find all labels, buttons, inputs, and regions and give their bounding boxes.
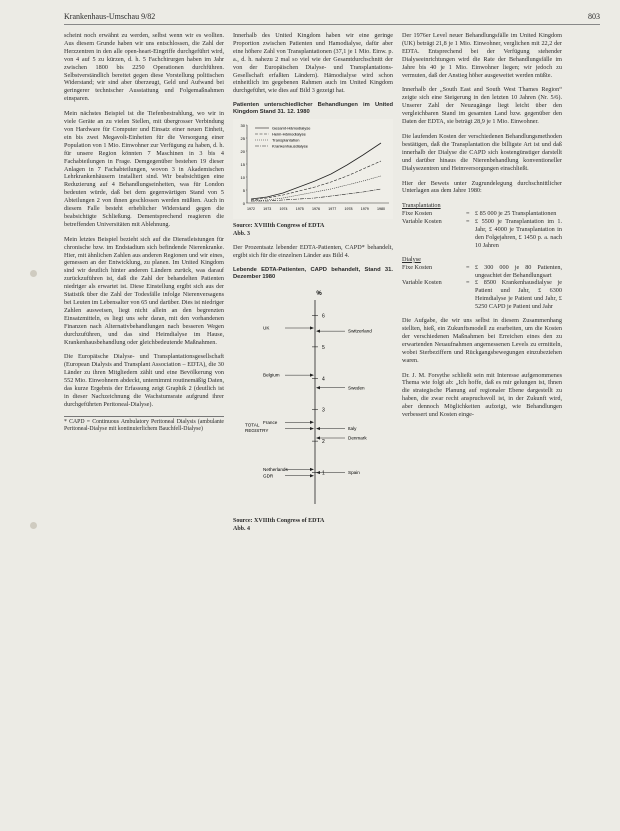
country-label: Spain xyxy=(348,470,360,476)
y-tick-label: 15 xyxy=(240,162,245,168)
page-number: 803 xyxy=(588,12,600,21)
country-label: REGISTRY xyxy=(245,428,269,434)
country-label: UK xyxy=(263,325,270,331)
y-tick-label: 5 xyxy=(242,188,245,194)
text-column-1 xyxy=(64,32,224,433)
paragraph: Mein letztes Beispiel bezieht sich auf die Dienstleistungen für chronische bzw. im Endstadium sich befindende Nierenkranke. Hier, mit ähnlichen Zahlen aus anderen Regionen und wir eines, gemessen an der Entwicklung, zu planen. Im United Kingdom sind wir deutlich hinter anderen Ländern zurück, was darauf zurückzuführen ist, daß die Zahl der behandelten Patienten niedriger als erwartet ist. Diese Einstellung ergibt sich aus der Statistik über die Zahl der Todesfälle infolge Nierenversagens bei Leuten im Lebensalter von 65 und darüber. Dies ist niedriger Zahlen ausweisen, liegt nicht allein an den begrenzten Einsatzmitteln, es liegt uns sehr daran, mit den vorhandenen Finanzen nach Alternativbehandlungen nach besseren Wegen durchzuführen, und das sind Heimdialyse im Hause, Krankenhausbehandlung oder gleichbedeutende Maßnahmen. xyxy=(64,235,224,346)
figure-4-dot-scale-chart xyxy=(233,284,393,514)
scale-tick-label: 6 xyxy=(322,313,325,320)
paragraph: Der Prozentsatz lebender EDTA-Patienten, CAPD* behandelt, ergibt sich für die einzelnen Länder aus Bild 4. xyxy=(233,244,393,260)
x-tick-label: 1972 xyxy=(247,207,255,212)
scale-tick-label: 4 xyxy=(322,376,325,383)
cost-table-transplantation: Transplantation Fixe Kosten = £ 85 000 je 25 Transplantationen Variable Kosten = £ 5500 je Transplantation im 1. Jahr, £ 4000 je Transplantation in den Folgejahren, £ 1450 p. a. nach 10 Jahren xyxy=(402,202,562,249)
legend-entry: Gesamt-Hämodialyse xyxy=(272,125,311,131)
paragraph: Der 1976er Level neuer Behandlungsfälle im United Kingdom (UK) beträgt 21,8 je 1 Mio. Einwohner, verglichen mit 22,2 der EDTA. Entsprechend bei der Verfügung stehender Dialyseeinrichtungen wird die Rate der Behandlungsfälle im Jahre bis 40 je 1 Mio. Einwohner liegen; wir jedoch zu vermuten, daß der Anstieg höher ausgeweitet werden müßte. xyxy=(402,32,562,79)
cost-label: Variable Kosten xyxy=(402,218,442,226)
text-column-2 xyxy=(233,32,393,533)
country-label: Belgium xyxy=(263,372,280,378)
y-tick-label: 20 xyxy=(240,149,245,155)
paragraph: Innerhalb des United Kingdom haben wir eine geringe Proportion zwischen Patienten und Hamodialyse, dafür aber eine höhere Zahl von Transplantationen (37,1 je 1 Mio. Einw. p. a., d. h. nahezu 2 mal so viel wie der Gesamtdurchschnitt der von der Europäischen Dialyse- und Transplantations-Gesellschaft erfaßten Ländern). Hämodialyse wird schon einheitlich im gegebenen Rahmen auch im United Kingdom durchgeführt, wie dies auf Bild 3 gezeigt hat. xyxy=(233,32,393,95)
cost-header: Dialyse xyxy=(402,255,421,263)
x-tick-label: 1978 xyxy=(344,207,353,212)
scale-tick-label: 2 xyxy=(322,439,325,446)
x-tick-label: 1974 xyxy=(279,207,288,212)
country-label: Netherlands xyxy=(263,466,288,472)
data-point-arrow xyxy=(310,468,314,471)
country-label: GDR xyxy=(263,473,274,479)
country-label: Italy xyxy=(348,426,357,432)
figure-3-line-chart xyxy=(233,119,393,219)
footnote: * CAPD = Continuous Ambulatory Peritoneal Dialysis (ambulante Peritoneal-Dialyse mit kontinuierlichem Bauchfell-Dialyse) xyxy=(64,416,224,433)
cost-value: £ 8500 Krankenhausdialyse je Patient und Jahr, £ 6300 Heimdialyse je Patient und Jahr, £ 5250 CAPD je Patient und Jahr xyxy=(475,279,562,311)
data-point-arrow xyxy=(316,330,320,333)
data-point-arrow xyxy=(310,421,314,424)
x-tick-label: 1973 xyxy=(263,207,272,212)
cost-header: Transplantation xyxy=(402,202,441,210)
y-tick-label: 10 xyxy=(240,175,245,181)
paragraph: Die Aufgabe, die wir uns selbst in diesem Zusammenhang stellten, hieß, ein Zukunftsmodell zu erarbeiten, um die Kosten der verschiedenen Maßnahmen bei Erreichen eines den zu erwartenden Neuaufnahmen angemessenen Levels zu ermitteln, wobei Sterbeziffern und Rückgangsbewegungen einzubeziehen waren. xyxy=(402,317,562,364)
y-tick-label: 0 xyxy=(242,201,245,207)
cost-label: Fixe Kosten xyxy=(402,263,433,271)
y-tick-label: 25 xyxy=(240,136,245,142)
unit-label: % xyxy=(316,290,322,297)
x-tick-label: 1977 xyxy=(328,207,337,212)
data-point-arrow xyxy=(316,427,320,430)
paragraph: Mein nächstes Beispiel ist die Tiefenbestrahlung, wo wir in viele Geräte an zu vielen Stellen, mit übergrosser Verbindung von Hardware für Computer und Einsatz einer neuen Einheit, ein bis zwei Megavolt-Einheiten für die Versorgung einer Population von 1 Mio. Einwohner zur Verfügung zu haben, d. h. für unsere Region könnten 7 Maschinen in 3 bis 4 Fachabteilungen in Frage. Demgegenüber bestehen 19 dieser Anlagen in 7 Fachabteilungen, wovon 3 in Akademischen Lehrkrankenhäusern installiert sind. Wir beabsichtigen eine Reduzierung auf 4 Behandlungseinheiten, was für London bedeuten würde, daß bei dem gegenwärtigen Stand von 5 Abteilungen 2 von ihnen geschlossen werden müßten. Auch in diesem Falle besteht erheblicher Widerstand gegen die beabsichtigte Schließung. Dementsprechend reagieren die betreffenden Universitäten mit Ablehnung. xyxy=(64,110,224,228)
journal-name: Krankenhaus-Umschau 9/82 xyxy=(64,12,156,21)
cost-label: Fixe Kosten xyxy=(402,210,433,218)
cost-value: £ 85 000 je 25 Transplantationen xyxy=(475,210,557,218)
paragraph: Die Europäische Dialyse- und Transplantationsgesellschaft (European Dialysis and Transplant Association – EDTA), die 30 Länder zu ihren Mitgliedern zählt und eine Bevölkerung von 552 Mio. Einwohnern abdeckt, unternimmt routinemäßig Daten, das kurze Ergebnis der Erfassung zeigt Graphik 2 (deutlich ist in dieser Nachzeichnung die Wachstumsrate aufgrund ihrer durchgeführten Peritoneal-Dialyse). xyxy=(64,353,224,408)
country-label: TOTAL xyxy=(245,422,260,428)
page-header xyxy=(64,10,600,25)
cost-label: Variable Kosten xyxy=(402,279,442,287)
y-tick-label: 30 xyxy=(240,123,245,129)
data-point-arrow xyxy=(316,386,320,389)
country-label: France xyxy=(263,419,278,425)
scale-tick-label: 1 xyxy=(322,470,325,477)
paragraph: Dr. J. M. Forsythe schließt sein mit Interesse aufgenommenes Thema wie folgt ab: „Ich hoffe, daß es mir gelungen ist, Ihnen die strategische Planung auf regionaler Ebene dargestellt zu haben, die zwar recht anspruchsvoll ist, in der Zukunft wird, aber dennoch Möglichkeiten aufzeigt, wie Behandlungen verbessert und Kosten einge- xyxy=(402,371,562,419)
x-tick-label: 1980 xyxy=(377,207,385,212)
cost-value: £ 300 000 je 80 Patienten, ungeachtet der Behandlungsart xyxy=(475,263,562,279)
figure-4-source: Source: XVIIIth Congress of EDTA xyxy=(233,517,325,524)
legend-entry: Transplantation xyxy=(272,137,300,143)
data-point-arrow xyxy=(316,471,320,474)
country-label: Sweden xyxy=(348,385,365,391)
paragraph: Hier der Beweis unter Zugrundelegung durchschnittlicher Unterlagen aus dem Jahre 1980: xyxy=(402,179,562,195)
legend-entry: Heim-Hämodialyse xyxy=(272,131,306,137)
data-point-arrow xyxy=(310,427,314,430)
data-point-arrow xyxy=(310,374,314,377)
legend-entry: Krankenhausdialyse xyxy=(272,143,309,149)
scale-tick-label: 5 xyxy=(322,344,325,351)
figure-4-title: Lebende EDTA-Patienten, CAPD behandelt, Stand 31. Dezember 1980 xyxy=(233,266,393,280)
paragraph: Die laufenden Kosten der verschiedenen Behandlungsmethoden bestätigen, daß die Transplantation die billigste Art ist und daß innerhalb der Dialyse die CAPD sich kostengünstiger darstellt und darüber hinaus die Nierenbehandlung konventioneller Dialysezentren und Heimversorgungen einschließt. xyxy=(402,132,562,172)
cost-value: £ 5500 je Transplantation im 1. Jahr, £ 4000 je Transplantation in den Folgejahren, £ 1450 p. a. nach 10 Jahren xyxy=(475,218,562,249)
figure-3-source: Source: XVIIIth Congress of EDTA xyxy=(233,223,325,230)
x-tick-label: 1975 xyxy=(295,207,304,212)
figure-3-label: Abb. 3 xyxy=(233,231,251,238)
x-tick-label: 1979 xyxy=(360,207,369,212)
figure-3-title: Patienten unterschiedlicher Behandlungen im United Kingdom Stand 31. 12. 1980 xyxy=(233,102,393,116)
x-tick-label: 1976 xyxy=(312,207,320,212)
scale-tick-label: 3 xyxy=(322,407,325,414)
data-point-arrow xyxy=(316,436,320,439)
paragraph: scheint noch erwähnt zu werden, selbst wenn wir es wollten. Aus diesem Grunde haben wir uns entschlossen, die Zahl der Herzzentren in den alle open-heart-Eingriffe durchgeführt wird, von 4 auf 5 zu kürzen, d. h. 5 Fachchirurgen haben im Jahr zwischen 1800 bis 2250 Operationen durchführen. Selbstverständlich bereitet gegen diese Vorstellung politischen Widerstand; wir sind aber überzeugt, Geld und Aufwand bei geringerer technischer Ausstattung und Folgemaßnahmen einsparen. xyxy=(64,32,224,103)
cost-table-dialysis: Dialyse Fixe Kosten = £ 300 000 je 80 Patienten, ungeachtet der Behandlungsart Variable Kosten = £ 8500 Krankenhausdialyse je Patient und Jahr, £ 6300 Heimdialyse je Patient und Jahr, £ 5250 CAPD je Patient und Jahr xyxy=(402,255,562,311)
paragraph: Innerhalb der „South East and South West Thames Region“ zeigte sich eine Steigerung in den letzten 10 Jahren (Nr. 5/6). Unserer Zahl der Neuzugänge liegt leicht über den vergleichbaren Stand im gesamten Land bzw. gegenüber den Daten der EDTA, sie beträgt 28,9 je 1 Mio. Einwohner. xyxy=(402,86,562,126)
country-label: Switzerland xyxy=(348,328,372,334)
country-label: Denmark xyxy=(348,435,367,441)
data-point-arrow xyxy=(310,326,314,329)
figure-4-label: Abb. 4 xyxy=(233,525,251,532)
text-column-3 xyxy=(402,32,562,426)
data-point-arrow xyxy=(310,474,314,477)
